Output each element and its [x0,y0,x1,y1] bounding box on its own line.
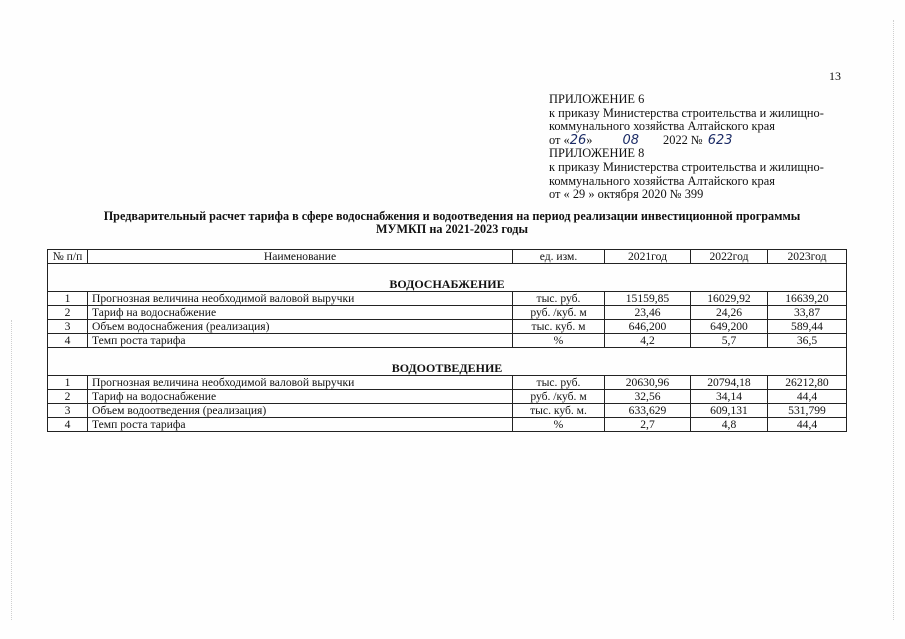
row-name-cell: Объем водоотведения (реализация) [88,404,513,418]
row-name-cell: Объем водоснабжения (реализация) [88,320,513,334]
value-2023-cell: 16639,20 [768,292,847,306]
handwritten-day: 26 [569,132,587,148]
header-cell-2021: 2021год [605,250,691,264]
table-row [48,376,847,390]
header-cell-unit: ед. изм. [513,250,605,264]
value-2021-cell: 23,46 [605,306,691,320]
value-2023-cell: 36,5 [768,334,847,348]
table-header-row [48,250,847,264]
row-unit-cell: тыс. руб. [513,376,605,390]
appendix8-line1: к приказу Министерства строительства и жилищно- [549,159,824,174]
value-2021-cell: 15159,85 [605,292,691,306]
row-number-cell: 1 [48,292,88,306]
date-prefix: от « [549,132,570,147]
row-name-cell: Тариф на водоснабжение [88,390,513,404]
tariff-table [47,249,847,432]
appendix6-line1: к приказу Министерства строительства и жилищно- [549,105,824,120]
table-row [48,334,847,348]
header-cell-number: № п/п [48,250,88,264]
section-title: ВОДООТВЕДЕНИЕ [48,348,847,376]
row-name-cell: Прогнозная величина необходимой валовой выручки [88,292,513,306]
header-cell-name: Наименование [88,250,513,264]
appendix6-title: ПРИЛОЖЕНИЕ 6 [549,92,645,106]
value-2022-cell: 5,7 [691,334,768,348]
value-2023-cell: 531,799 [768,404,847,418]
value-2022-cell: 16029,92 [691,292,768,306]
value-2022-cell: 649,200 [691,320,768,334]
scan-edge-left [11,320,13,620]
row-name-cell: Тариф на водоснабжение [88,306,513,320]
row-number-cell: 3 [48,320,88,334]
value-2021-cell: 646,200 [605,320,691,334]
value-2021-cell: 32,56 [605,390,691,404]
value-2023-cell: 44,4 [768,390,847,404]
value-2023-cell: 589,44 [768,320,847,334]
appendix6-date-line [549,134,869,148]
row-unit-cell: тыс. куб. м. [513,404,605,418]
table-row [48,292,847,306]
row-unit-cell: % [513,334,605,348]
document-title [58,210,846,237]
row-number-cell: 4 [48,334,88,348]
value-2022-cell: 609,131 [691,404,768,418]
appendix-header [549,93,869,202]
appendix6-line2: коммунального хозяйства Алтайского края [549,119,775,134]
value-2022-cell: 4,8 [691,418,768,432]
appendix8-line2: коммунального хозяйства Алтайского края [549,173,775,188]
table-row [48,390,847,404]
value-2022-cell: 24,26 [691,306,768,320]
header-cell-2022: 2022год [691,250,768,264]
row-number-cell: 4 [48,418,88,432]
row-name-cell: Прогнозная величина необходимой валовой выручки [88,376,513,390]
table-row [48,320,847,334]
value-2022-cell: 20794,18 [691,376,768,390]
value-2023-cell: 44,4 [768,418,847,432]
value-2022-cell: 34,14 [691,390,768,404]
row-name-cell: Темп роста тарифа [88,334,513,348]
row-unit-cell: % [513,418,605,432]
row-unit-cell: руб. /куб. м [513,306,605,320]
section-header-row [48,264,847,292]
section-header-row [48,348,847,376]
value-2021-cell: 2,7 [605,418,691,432]
table-row [48,306,847,320]
row-number-cell: 2 [48,306,88,320]
handwritten-month: 08 [622,132,640,148]
value-2023-cell: 33,87 [768,306,847,320]
row-unit-cell: тыс. руб. [513,292,605,306]
value-2021-cell: 20630,96 [605,376,691,390]
value-2021-cell: 633,629 [605,404,691,418]
value-2021-cell: 4,2 [605,334,691,348]
header-cell-2023: 2023год [768,250,847,264]
scan-edge-right [893,20,895,620]
row-name-cell: Темп роста тарифа [88,418,513,432]
table-row [48,404,847,418]
handwritten-number: 623 [707,132,733,148]
appendix8-title: ПРИЛОЖЕНИЕ 8 [549,146,645,161]
title-line2: МУМКП на 2021-2023 годы [376,222,528,237]
row-unit-cell: тыс. куб. м [513,320,605,334]
page-number: 13 [829,69,841,83]
title-line1: Предварительный расчет тарифа в сфере водоснабжения и водоотведения на период реализации инвестиционной программы [103,209,801,223]
section-title: ВОДОСНАБЖЕНИЕ [48,264,847,292]
appendix8-date-line: от « 29 » октября 2020 № 399 [549,187,704,202]
date-mid: » [586,132,593,147]
row-number-cell: 1 [48,376,88,390]
table-row [48,418,847,432]
value-2023-cell: 26212,80 [768,376,847,390]
row-number-cell: 2 [48,390,88,404]
row-number-cell: 3 [48,404,88,418]
year-number-label: 2022 № [663,132,703,147]
row-unit-cell: руб. /куб. м [513,390,605,404]
